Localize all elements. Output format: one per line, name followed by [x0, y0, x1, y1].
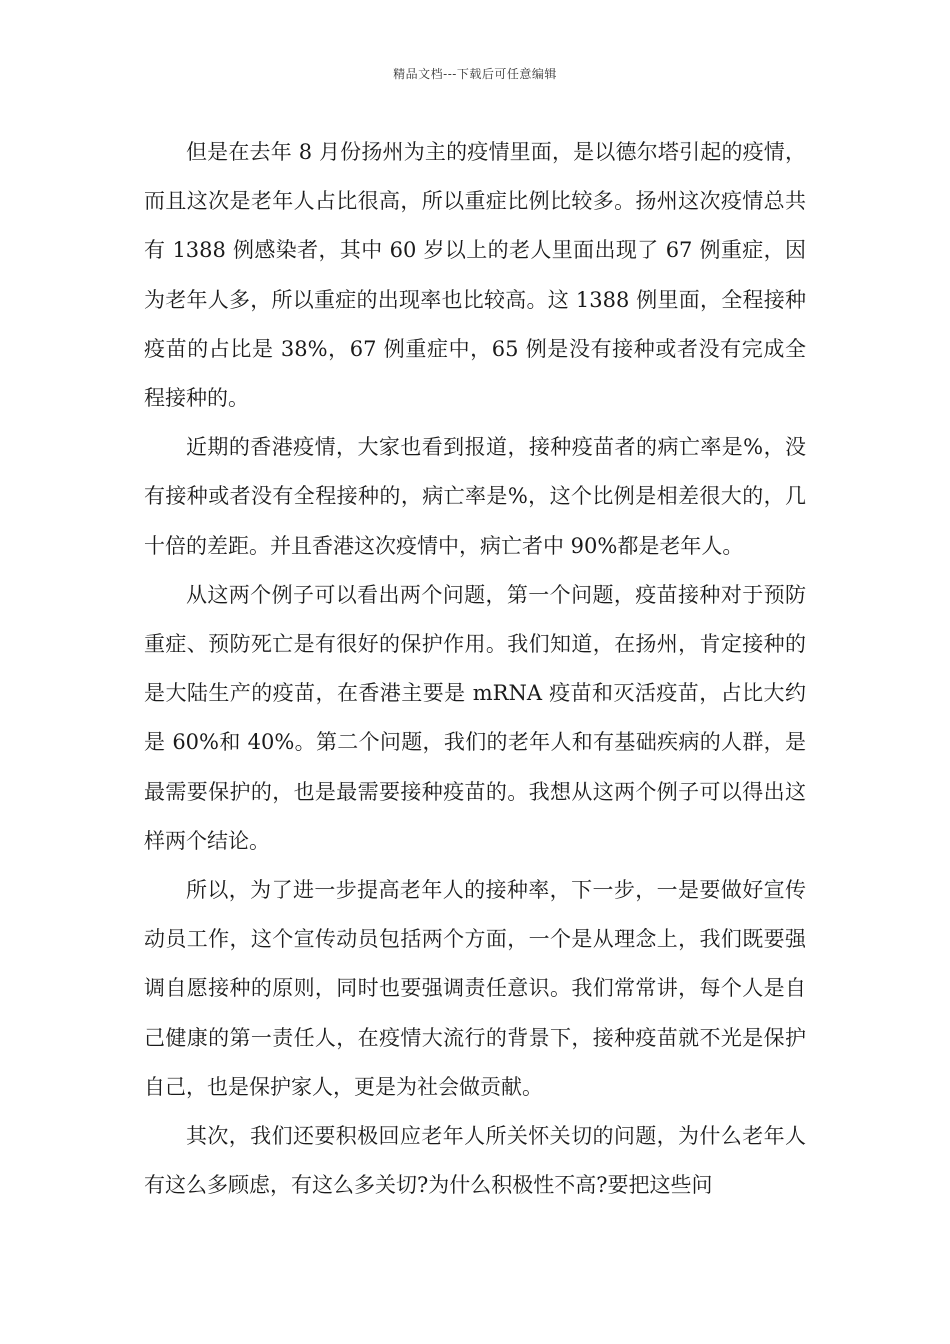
document-body: [144, 128, 806, 1210]
paragraph-yangzhou: 但是在去年 8 月份扬州为主的疫情里面，是以德尔塔引起的疫情，而且这次是老年人占比很高，所以重症比例比较多。扬州这次疫情总共有 1388 例感染者，其中 60 岁以上的老人里面出现了 67 例重症，因为老年人多，所以重症的出现率也比较高。这 1388 例里面，全程接种疫苗的占比是 38%，67 例重症中，65 例是没有接种或者没有完成全程接种的。: [144, 140, 806, 411]
paragraph-concerns: 其次，我们还要积极回应老年人所关怀关切的问题，为什么老年人有这么多顾虑，有这么多关切?为什么积极性不高?要把这些问: [144, 1124, 806, 1198]
paragraph-publicity: 所以，为了进一步提高老年人的接种率，下一步，一是要做好宣传动员工作，这个宣传动员包括两个方面，一个是从理念上，我们既要强调自愿接种的原则，同时也要强调责任意识。我们常常讲，每个人是自己健康的第一责任人，在疫情大流行的背景下，接种疫苗就不光是保护自己，也是保护家人，更是为社会做贡献。: [144, 878, 806, 1099]
page-header: 精品文档---下载后可任意编辑: [393, 67, 557, 81]
paragraph-two-problems: 从这两个例子可以看出两个问题，第一个问题，疫苗接种对于预防重症、预防死亡是有很好的保护作用。我们知道，在扬州，肯定接种的是大陆生产的疫苗，在香港主要是 mRNA 疫苗和灭活疫苗，占比大约是 60%和 40%。第二个问题，我们的老年人和有基础疾病的人群，是最需要保护的，也是最需要接种疫苗的。我想从这两个例子可以得出这样两个结论。: [144, 582, 806, 853]
paragraph-hongkong: 近期的香港疫情，大家也看到报道，接种疫苗者的病亡率是%，没有接种或者没有全程接种的，病亡率是%，这个比例是相差很大的，几十倍的差距。并且香港这次疫情中，病亡者中 90%都是老年人。: [144, 435, 806, 558]
